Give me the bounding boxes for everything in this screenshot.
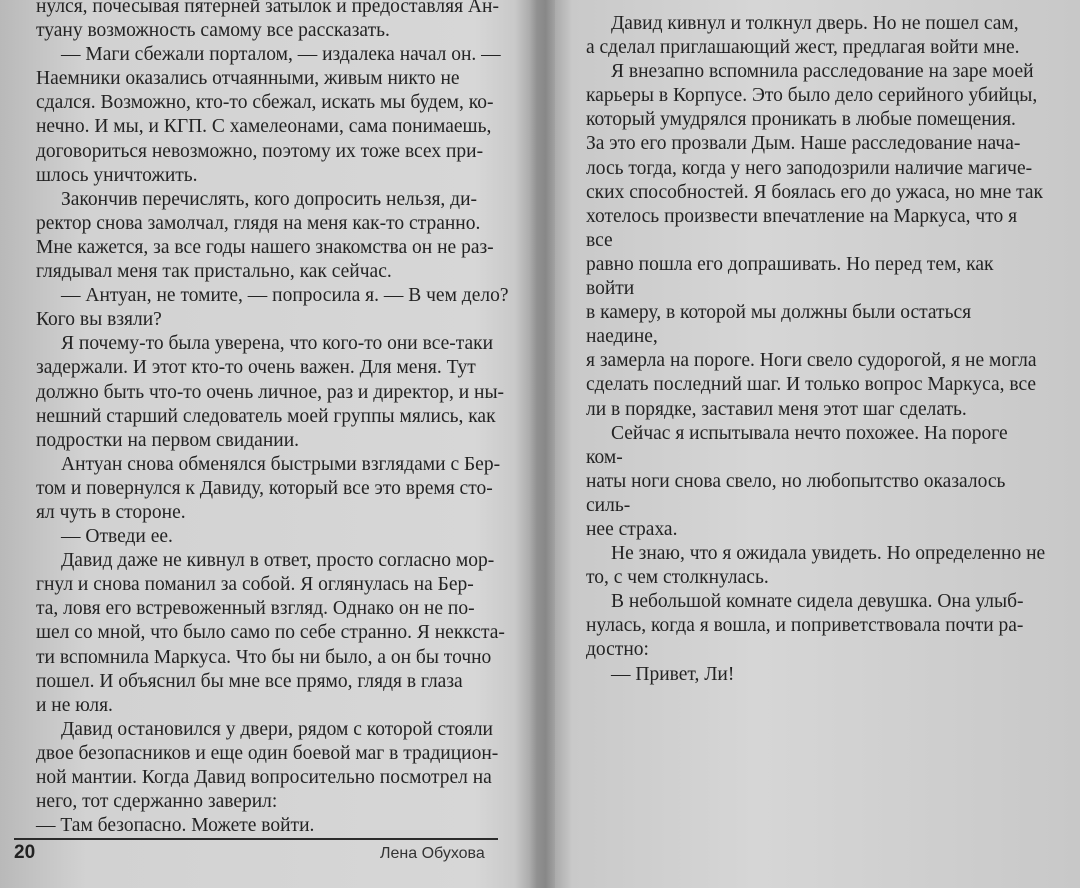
right-page-text [586,12,1046,687]
paragraph: Я внезапно вспомнила расследование на заре моей карьеры в Корпусе. Это было дело серийного убийцы, который умудрялся проникать в любые помещения. За это его прозвали Дым. Наше расследование нача- лось тогда, когда у него заподозрили наличие магиче- ских способностей. Я боялась его до ужаса, но мне так хотелось произвести впечатление на Маркуса, что я все равно пошла его допрашивать. Но перед тем, как войти в камеру, в которой мы должны были остаться наедине, я замерла на пороге. Ноги свело судорогой, я не могла сделать последний шаг. И только вопрос Маркуса, все ли в порядке, заставил меня этот шаг сделать. [586,61,1044,420]
paragraph: Не знаю, что я ожидала увидеть. Но определенно не то, с чем столкнулась. [586,543,1046,589]
paragraph: — Привет, Ли! [611,663,735,685]
page-number: 20 [14,842,36,863]
paragraph: Я почему-то была уверена, что кого-то они все-таки задержали. И этот кто-то очень важен. Для меня. Тут должно быть что-то очень личное, раз и директор, и ны- нешний старший следователь моей группы мялись, как подростки на первом свидании. [36,333,505,451]
paragraph: Сейчас я испытывала нечто похожее. На пороге ком- наты ноги снова свело, но любопытство оказалось силь- нее страха. [586,422,1008,540]
running-footer-author: Лена Обухова [380,845,485,862]
left-page-text [36,0,510,838]
paragraph: — Отведи ее. [61,526,173,548]
paragraph: — Маги сбежали порталом, — издалека начал он. — Наемники оказались отчаянными, живым никто не сдался. Возможно, кто-то сбежал, искать мы будем, ко- нечно. И мы, и КГП. С хамелеонами, сама понимаешь, договориться невозможно, поэтому их тоже всех при- шлось уничтожить. [36,44,501,186]
paragraph: Антуан снова обменялся быстрыми взглядами с Бер- том и повернулся к Давиду, который все это время сто- ял чуть в стороне. [36,453,501,523]
paragraph: В небольшой комнате сидела девушка. Она улыб- нулась, когда я вошла, и поприветствовала почти ра- достно: [586,591,1024,661]
paragraph: — Там безопасно. Можете войти. [36,815,315,837]
paragraph: Закончив перечислять, кого допросить нельзя, ди- ректор снова замолчал, глядя на меня как-то странно. Мне кажется, за все годы нашего знакомства он не раз- глядывал меня так пристально, как сейчас. [36,188,494,283]
paragraph: нулся, почесывая пятерней затылок и предоставляя Ан- туану возможность самому все рассказать. [36,0,499,42]
paragraph: — Антуан, не томите, — попросила я. — В чем дело? Кого вы взяли? [36,285,509,331]
footer-rule [14,838,498,840]
paragraph: Давид даже не кивнул в ответ, просто согласно мор- гнул и снова поманил за собой. Я оглянулась на Бер- та, ловя его встревоженный взгляд. Однако он не по- шел со мной, что было само по себе странно. Я неккста- ти вспомнила Маркуса. Что бы ни было, а он бы точно пошел. И объяснил бы мне все прямо, глядя в глаза и не юля. [36,550,505,716]
paragraph: Давид остановился у двери, рядом с которой стояли двое безопасников и еще один боевой маг в традицион- ной мантии. Когда Давид вопросительно посмотрел на него, тот сдержанно заверил: [36,718,499,813]
right-page [548,0,1080,888]
paragraph: Давид кивнул и толкнул дверь. Но не пошел сам, а сделал приглашающий жест, предлагая войти мне. [586,13,1020,59]
